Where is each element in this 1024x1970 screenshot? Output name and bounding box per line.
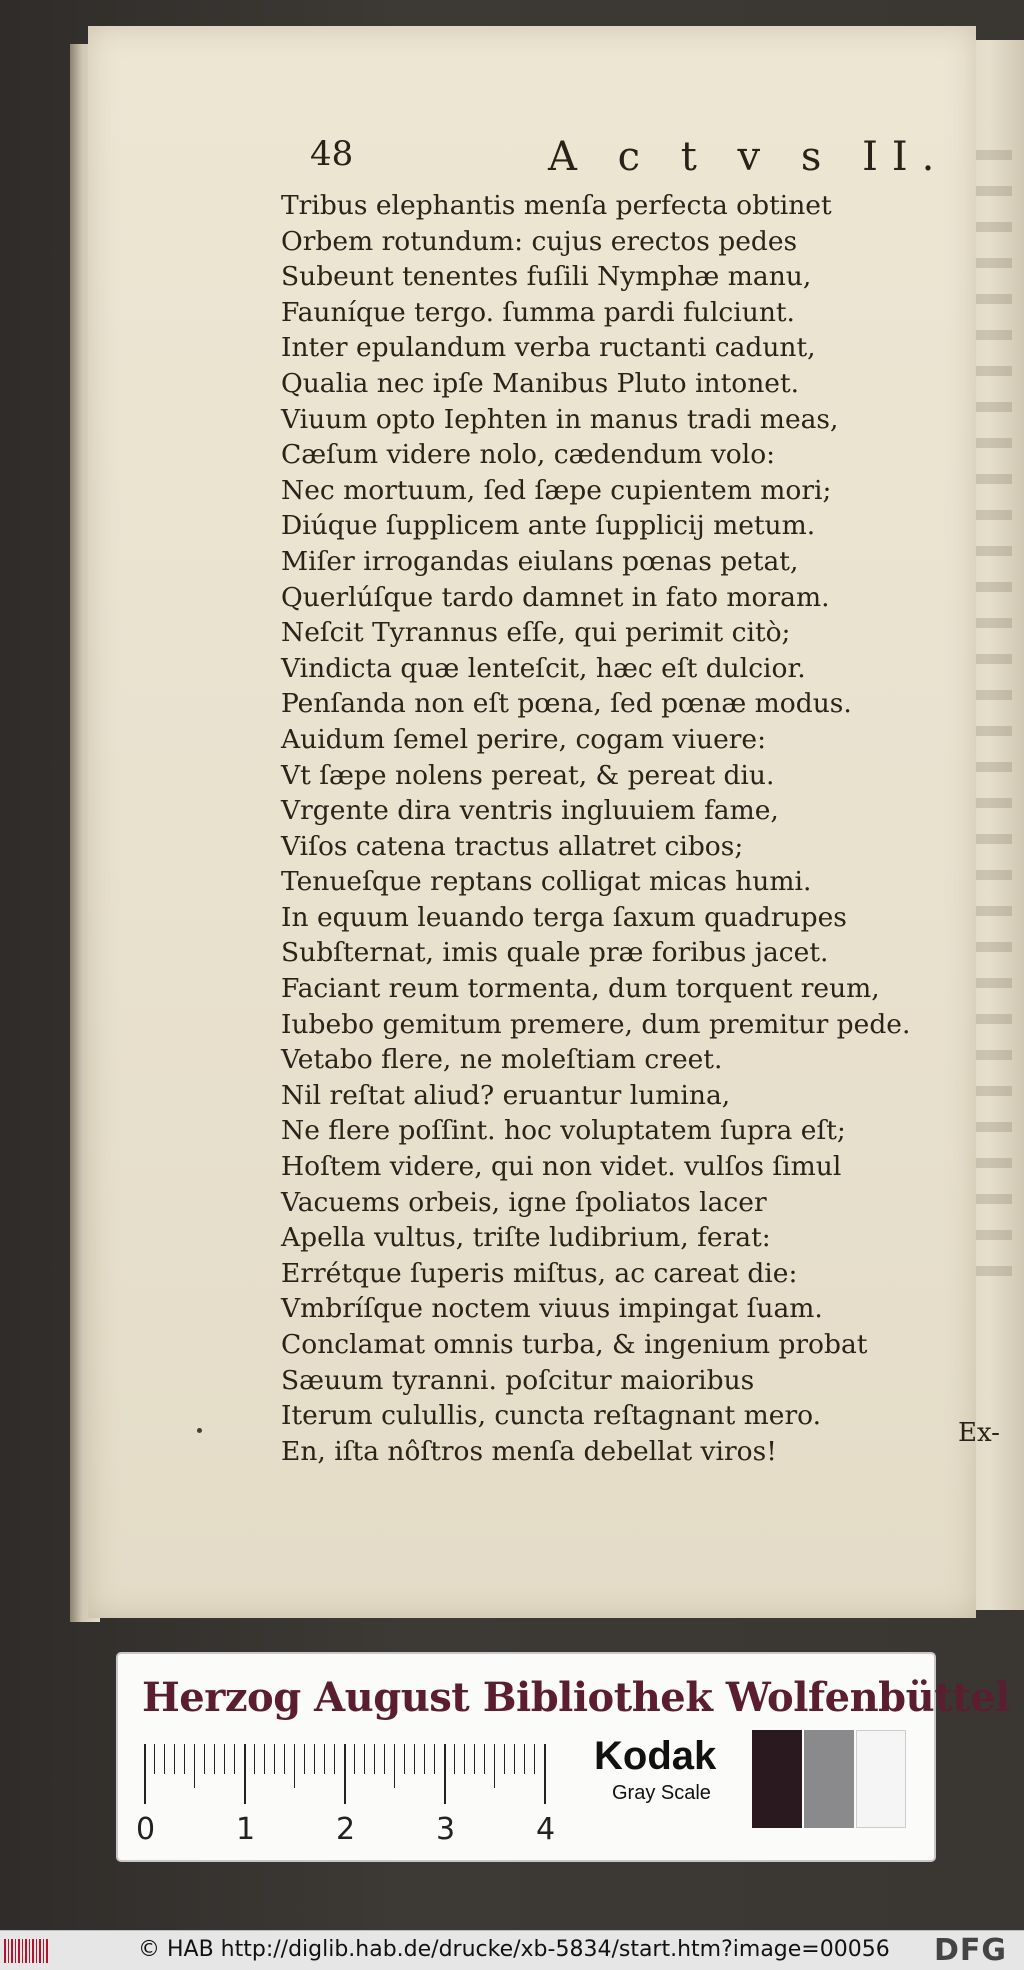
ruler-label: 0 — [136, 1812, 156, 1847]
ruler-tick — [504, 1744, 505, 1774]
ruler-tick — [394, 1744, 395, 1788]
verse-line: Iterum culullis, cuncta reſtagnant mero. — [281, 1400, 822, 1432]
verse-line: Errétque ſuperis miſtus, ac careat die: — [281, 1257, 798, 1289]
ruler-tick — [354, 1744, 355, 1774]
verse-line: Nec mortuum, ſed ſæpe cupientem mori; — [281, 474, 832, 506]
ruler-tick — [444, 1744, 446, 1804]
verse-line: Viſos catena tractus allatret cibos; — [281, 830, 744, 862]
gray-scale-label: Gray Scale — [612, 1782, 711, 1804]
color-reference-card — [118, 1654, 1010, 1860]
ruler-tick — [194, 1744, 195, 1788]
ruler-tick — [404, 1744, 405, 1774]
ruler-tick — [514, 1744, 515, 1774]
ruler-tick — [164, 1744, 165, 1774]
ruler-tick — [304, 1744, 305, 1774]
gray-patch — [752, 1730, 802, 1828]
verse-line: Fauníque tergo. ſumma pardi fulciunt. — [281, 296, 795, 328]
verse-line: Ne flere poſſint. hoc voluptatem ſupra eſt; — [281, 1115, 846, 1147]
ruler-tick — [474, 1744, 475, 1774]
ruler-tick — [154, 1744, 155, 1774]
verse-line: In equum leuando terga ſaxum quadrupes — [281, 901, 847, 933]
verse-line: Qualia nec ipſe Manibus Pluto intonet. — [281, 367, 800, 399]
ruler-label: 4 — [536, 1812, 556, 1847]
ruler-tick — [484, 1744, 485, 1774]
gray-patch — [804, 1730, 854, 1828]
ruler-tick — [454, 1744, 455, 1774]
footer-bar — [0, 1930, 1024, 1970]
verse-line: Orbem rotundum: cujus erectos pedes — [281, 225, 798, 257]
book-page — [88, 26, 1000, 1618]
verse-line: Apella vultus, triſte ludibrium, ferat: — [281, 1222, 771, 1254]
page-number: 48 — [310, 134, 354, 174]
verse-line: Vindicta quæ lenteſcit, hæc eſt dulcior. — [281, 652, 806, 684]
ruler-tick — [494, 1744, 495, 1788]
verse-line: Tribus elephantis menſa perfecta obtinet — [281, 190, 832, 221]
ruler-tick — [534, 1744, 535, 1774]
verse-line: Vmbríſque noctem viuus impingat ſuam. — [281, 1293, 823, 1325]
ruler-tick — [334, 1744, 335, 1774]
act-title: A c t v s II. — [548, 134, 949, 180]
ruler-tick — [224, 1744, 225, 1774]
ruler-tick — [214, 1744, 215, 1774]
ruler-tick — [244, 1744, 246, 1804]
library-name: Herzog August Bibliothek Wolfenbüttel — [142, 1674, 1010, 1721]
ruler-tick — [314, 1744, 315, 1774]
verse-line: En, iſta nôſtros menſa debellat viros! — [281, 1435, 777, 1467]
footer-url[interactable]: © HAB http://diglib.hab.de/drucke/xb-5834/start.htm?image=00056 — [138, 1937, 890, 1962]
ruler-tick — [344, 1744, 346, 1804]
ruler-tick — [254, 1744, 255, 1774]
verse-line: Viuum opto Iephten in manus tradi meas, — [281, 403, 839, 435]
ruler-tick — [324, 1744, 325, 1774]
ruler-tick — [274, 1744, 275, 1774]
verse-line: Querlúſque tardo damnet in fato moram. — [281, 581, 830, 613]
ruler-tick — [144, 1744, 146, 1804]
ruler-tick — [524, 1744, 525, 1774]
verse-line: Subſternat, imis quale præ foribus jacet. — [281, 937, 829, 969]
ink-dot — [197, 1428, 202, 1433]
verse-line: Vacuems orbeis, igne ſpoliatos lacer — [281, 1186, 767, 1218]
ruler-label: 2 — [336, 1812, 356, 1847]
ruler-scale — [136, 1744, 564, 1854]
ruler-tick — [234, 1744, 235, 1774]
verse-line: Vrgente dira ventris ingluuiem fame, — [281, 795, 779, 827]
verse-line: Tenueſque reptans colligat micas humi. — [281, 866, 812, 898]
running-head — [88, 134, 976, 184]
catchword: Ex- — [958, 1418, 1000, 1448]
kodak-label: Kodak — [594, 1734, 717, 1778]
verse-line: Vt ſæpe nolens pereat, & pereat diu. — [281, 759, 775, 791]
ruler-label: 3 — [436, 1812, 456, 1847]
verse-line: Diúque ſupplicem ante ſupplicij metum. — [281, 510, 816, 542]
ruler-tick — [364, 1744, 365, 1774]
ruler-tick — [284, 1744, 285, 1774]
verse-line: Inter epulandum verba ructanti cadunt, — [281, 332, 816, 364]
verse-line: Conclamat omnis turba, & ingenium probat — [281, 1329, 868, 1360]
verse-line: Vetabo flere, ne moleſtiam creet. — [281, 1044, 723, 1076]
verse-line: Auidum ſemel perire, cogam viuere: — [281, 723, 767, 755]
verse-line: Neſcit Tyrannus eſſe, qui perimit citò; — [281, 617, 791, 649]
ruler-label: 1 — [236, 1812, 256, 1847]
ruler-tick — [174, 1744, 175, 1774]
verse-line: Cæſum videre nolo, cædendum volo: — [281, 439, 776, 471]
verse-line: Iubebo gemitum premere, dum premitur pede. — [281, 1008, 911, 1040]
ruler-tick — [374, 1744, 375, 1774]
verse-line: Subeunt tenentes fuſili Nymphæ manu, — [281, 261, 812, 293]
ruler-tick — [384, 1744, 385, 1774]
verse-line: Sæuum tyranni. poſcitur maioribus — [281, 1364, 755, 1396]
ruler-tick — [264, 1744, 265, 1774]
hab-barcode-icon — [4, 1939, 48, 1963]
ruler-tick — [464, 1744, 465, 1774]
ruler-tick — [294, 1744, 295, 1788]
verse-line: Hoſtem videre, qui non videt. vulſos ſimul — [281, 1151, 842, 1183]
ruler-tick — [204, 1744, 205, 1774]
gray-patch — [856, 1730, 906, 1828]
verse-line: Nil reſtat aliud? eruantur lumina, — [281, 1079, 731, 1111]
verse-line: Miſer irrogandas eiulans pœnas petat, — [281, 545, 799, 577]
ruler-tick — [184, 1744, 185, 1774]
ruler-tick — [434, 1744, 435, 1774]
verse-line: Penſanda non eſt pœna, ſed pœnæ modus. — [281, 688, 852, 720]
ruler-tick — [414, 1744, 415, 1774]
ruler-tick — [544, 1744, 546, 1804]
dfg-logo: DFG — [934, 1933, 1008, 1968]
verse-line: Faciant reum tormenta, dum torquent reum, — [281, 973, 880, 1005]
ruler-tick — [424, 1744, 425, 1774]
verse-block — [281, 188, 1001, 1469]
